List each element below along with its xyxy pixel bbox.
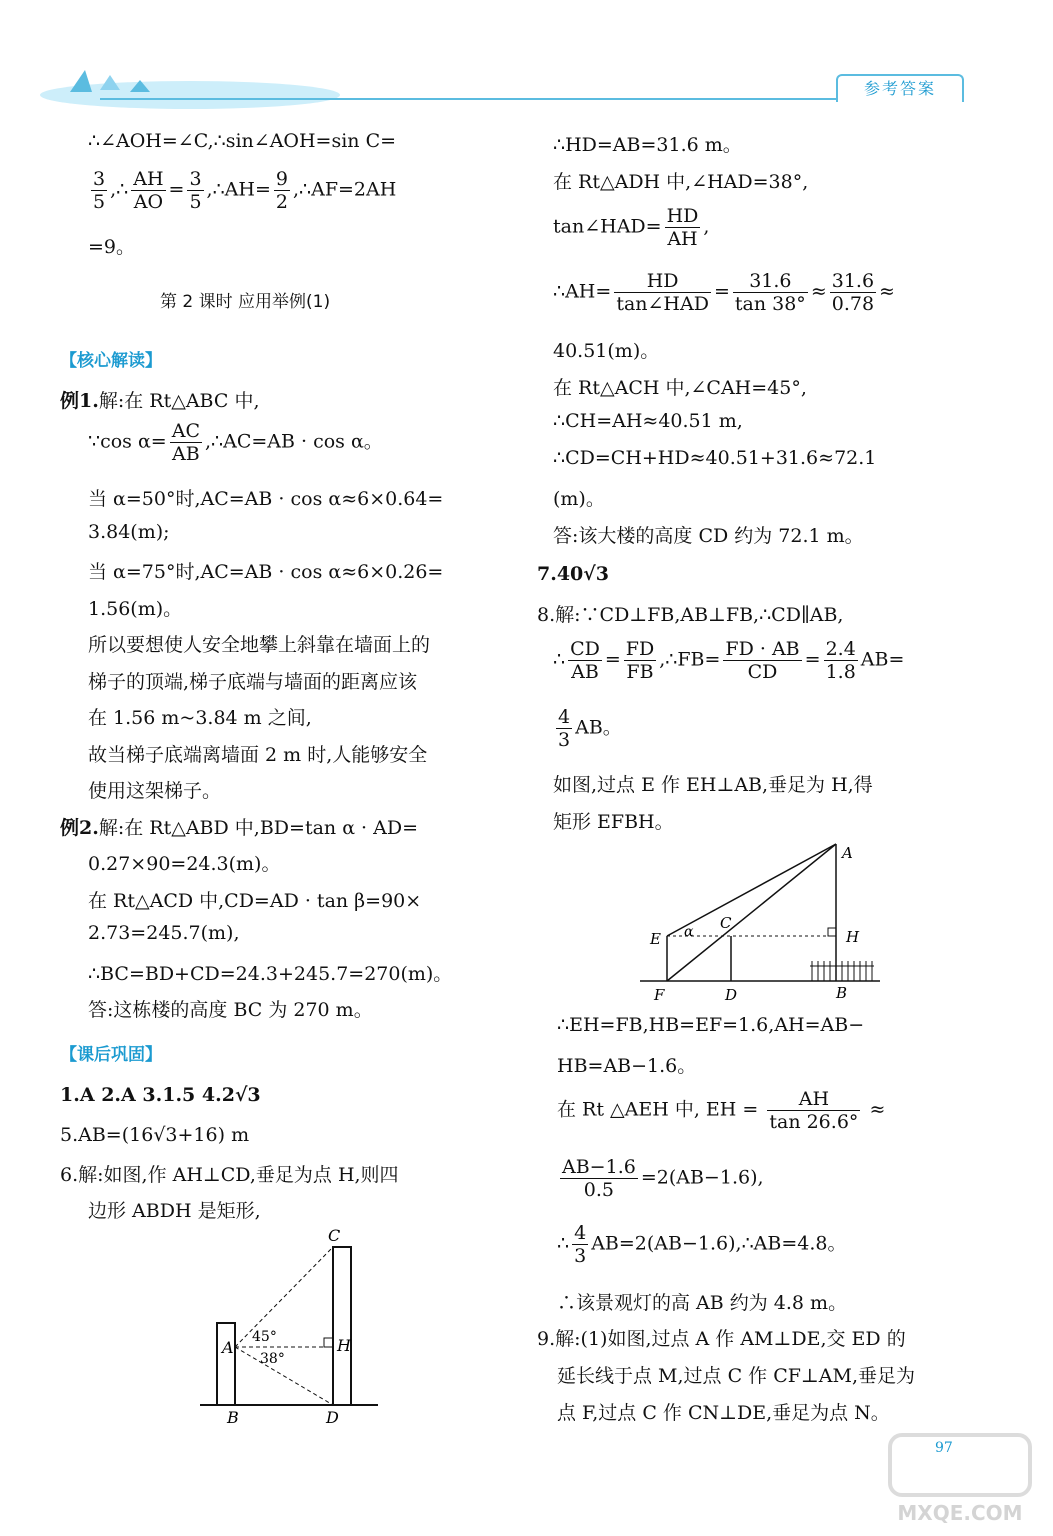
text-line: =9。	[88, 236, 136, 258]
watermark-logo	[880, 1420, 1040, 1530]
fraction: $\frac{FD}{FB}$	[625, 638, 655, 683]
header-decoration	[40, 50, 340, 110]
section-heading: 【课后巩固】	[60, 1045, 162, 1065]
fraction: $\frac{CD}{AB}$	[570, 638, 600, 683]
answer-7: 7.40√3	[537, 563, 609, 585]
fraction: $\frac{FD \cdot AB}{CD}$	[725, 638, 800, 683]
formula-line: ∴AH= $\frac{HD}{\text{tan∠HAD}}$ = $\frac{31.6}{\tan 38^\circ}$ ≈ $\frac{31.6}{0.78}$ ≈	[553, 270, 895, 315]
section-heading: 【核心解读】	[60, 351, 162, 371]
fraction: $\frac{4}{3}$	[558, 706, 571, 751]
formula-line: 在 Rt △AEH 中, EH = $\frac{AH}{\tan 26.6^\circ}$ ≈	[557, 1088, 886, 1133]
label-d: D	[725, 986, 738, 1004]
formula-line: $\frac{AB-1.6}{0.5}$ =2(AB−1.6),	[562, 1156, 764, 1201]
example-2: 例2.解:在 Rt△ABD 中,BD=tan α · AD=	[60, 817, 419, 839]
text-line: 答:该大楼的高度 CD 约为 72.1 m。	[553, 525, 864, 547]
label-alpha: α	[684, 924, 694, 940]
text-line: ∴HD=AB=31.6 m。	[553, 134, 742, 156]
text-line: ∴∠AOH=∠C,∴sin∠AOH=sin C=	[88, 130, 397, 152]
fraction: $\frac{HD}{\text{tan∠HAD}}$	[616, 270, 709, 315]
label-c: C	[328, 1226, 341, 1245]
fraction: $\frac{HD}{AH}$	[666, 205, 699, 250]
text-line: 梯子的顶端,梯子底端与墙面的距离应该	[88, 671, 418, 693]
label-f: F	[654, 986, 665, 1004]
formula-line: tan∠HAD= $\frac{HD}{AH}$ ,	[553, 205, 710, 250]
text-line: 2.73=245.7(m),	[88, 922, 240, 944]
fraction: $\frac{AC}{AB}$	[171, 420, 200, 465]
text-line: 在 Rt△ACH 中,∠CAH=45°,	[553, 377, 807, 399]
formula-line: ∵cos α= $\frac{AC}{AB}$ ,∴AC=AB · cos α。	[88, 420, 383, 465]
answers-1-4: 1.A 2.A 3.1.5 4.2√3	[60, 1084, 261, 1106]
text-line: ∴BC=BD+CD=24.3+245.7=270(m)。	[88, 963, 453, 985]
fraction: $\frac{2.4}{1.8}$	[825, 638, 856, 683]
text-line: 边形 ABDH 是矩形,	[88, 1200, 261, 1222]
header-rule	[100, 98, 960, 100]
text-line: 所以要想使人安全地攀上斜靠在墙面上的	[88, 634, 431, 656]
label-b: B	[227, 1408, 239, 1427]
text-line: 延长线于点 M,过点 C 作 CF⊥AM,垂足为	[557, 1365, 915, 1387]
figure-building	[200, 1225, 390, 1430]
answer-9: 9.解:(1)如图,过点 A 作 AM⊥DE,交 ED 的	[537, 1328, 906, 1350]
formula-line: $\frac{3}{5}$ ,∴ $\frac{AH}{AO}$ = $\frac{3}{5}$ ,∴AH= $\frac{9}{2}$ ,∴AF=2AH	[93, 168, 397, 213]
segment-fa	[667, 844, 836, 981]
label-h: H	[846, 928, 860, 946]
text-line: 1.56(m)。	[88, 598, 183, 620]
formula-line: ∴ $\frac{CD}{AB}$ = $\frac{FD}{FB}$ ,∴FB= $\frac{FD \cdot AB}{CD}$ = $\frac{2.4}{1.8}$ AB=	[553, 638, 905, 683]
label-c: C	[720, 914, 732, 932]
page-number: 97	[935, 1440, 953, 1456]
line-ac	[235, 1247, 333, 1347]
text-line: 0.27×90=24.3(m)。	[88, 853, 281, 875]
text-line: ∴CD=CH+HD≈40.51+31.6≈72.1	[553, 447, 877, 469]
formula-line: $\frac{4}{3}$ AB。	[558, 706, 622, 751]
right-angle-mark	[828, 928, 836, 936]
text-line: (m)。	[553, 488, 605, 510]
text-line: ∴该景观灯的高 AB 约为 4.8 m。	[557, 1292, 848, 1314]
label-a: A	[842, 844, 853, 862]
text-line: 答:这栋楼的高度 BC 为 270 m。	[88, 999, 373, 1021]
answer-8: 8.解:∵CD⊥FB,AB⊥FB,∴CD∥AB,	[537, 604, 844, 626]
fraction: $\frac{4}{3}$	[574, 1222, 587, 1267]
label-b: B	[836, 984, 848, 1002]
segment-ea	[667, 844, 836, 936]
text-line: 在 Rt△ACD 中,CD=AD · tan β=90×	[88, 890, 422, 912]
text-line: 当 α=50°时,AC=AB · cos α≈6×0.64=	[88, 488, 444, 510]
text-line: 使用这架梯子。	[88, 780, 222, 802]
right-angle-mark	[324, 1338, 333, 1347]
fraction: $\frac{31.6}{0.78}$	[831, 270, 875, 315]
fraction: $\frac{31.6}{\tan 38^\circ}$	[734, 270, 806, 315]
text-line: 40.51(m)。	[553, 340, 660, 362]
label-a: A	[222, 1338, 234, 1357]
text-line: 3.84(m);	[88, 521, 170, 543]
example-1: 例1.解:在 Rt△ABC 中,	[60, 390, 260, 412]
text-line: ∴CH=AH≈40.51 m,	[553, 410, 743, 432]
building-cd	[333, 1247, 351, 1405]
text-line: 矩形 EFBH。	[553, 811, 674, 833]
angle-45: 45°	[252, 1329, 277, 1345]
svg-text:MXQE.COM: MXQE.COM	[897, 1501, 1023, 1525]
formula-line: ∴ $\frac{4}{3}$ AB=2(AB−1.6),∴AB=4.8。	[557, 1222, 847, 1267]
label-d: D	[326, 1408, 339, 1427]
figure-lamp	[640, 838, 885, 1008]
answer-5: 5.AB=(16√3+16) m	[60, 1124, 250, 1146]
text-line: 在 1.56 m~3.84 m 之间,	[88, 707, 312, 729]
label-h: H	[337, 1336, 351, 1355]
text-line: 故当梯子底端离墙面 2 m 时,人能够安全	[88, 744, 428, 766]
text-line: 当 α=75°时,AC=AB · cos α≈6×0.26=	[88, 561, 444, 583]
building-ab	[217, 1323, 235, 1405]
text-line: HB=AB−1.6。	[557, 1055, 697, 1077]
section-tag: 参考答案	[836, 74, 964, 102]
lesson-title: 第 2 课时 应用举例(1)	[160, 292, 331, 312]
fraction: $\frac{AH}{\tan 26.6^\circ}$	[769, 1088, 859, 1133]
text-line: 如图,过点 E 作 EH⊥AB,垂足为 H,得	[553, 774, 873, 796]
answer-6: 6.解:如图,作 AH⊥CD,垂足为点 H,则四	[60, 1164, 399, 1186]
fraction: $\frac{3}{5}$	[93, 168, 106, 213]
label-e: E	[650, 930, 661, 948]
text-line: 在 Rt△ADH 中,∠HAD=38°,	[553, 171, 809, 193]
fraction: $\frac{3}{5}$	[189, 168, 202, 213]
text-line: 点 F,过点 C 作 CN⊥DE,垂足为点 N。	[557, 1402, 890, 1424]
fraction: $\frac{9}{2}$	[275, 168, 288, 213]
angle-38: 38°	[260, 1351, 285, 1367]
text-line: ∴EH=FB,HB=EF=1.6,AH=AB−	[557, 1014, 865, 1036]
fraction: $\frac{AH}{AO}$	[133, 168, 164, 213]
fraction: $\frac{AB-1.6}{0.5}$	[562, 1156, 636, 1201]
fence	[810, 961, 874, 981]
